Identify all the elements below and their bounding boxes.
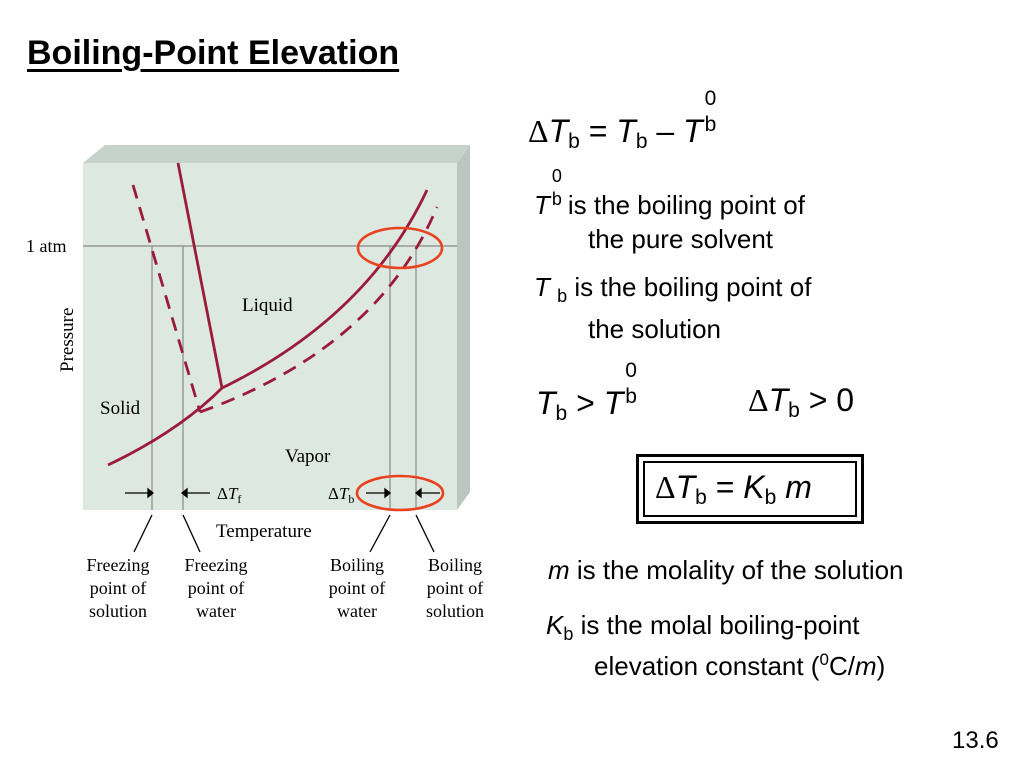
svg-text:point of: point of [426, 578, 484, 598]
svg-text:point of: point of [328, 578, 386, 598]
tb0-description-line2: the pure solvent [588, 224, 774, 254]
svg-text:Boiling: Boiling [329, 555, 385, 575]
svg-text:Boiling: Boiling [427, 555, 483, 575]
svg-text:solution: solution [425, 601, 485, 621]
m-description: m is the molality of the solution [548, 555, 904, 585]
boxed-equation [636, 454, 864, 524]
bottom-label-bp-solution [426, 555, 484, 621]
inequality-tb-greater: Tb > T 0 b [536, 359, 637, 425]
equation-delta-tb-definition: ΔTb = Tb – T 0 b [528, 87, 717, 153]
pressure-axis-label: Pressure [57, 307, 78, 372]
panel-side-face [457, 145, 470, 510]
panel-top-face [83, 145, 470, 163]
bottom-label-bp-water [329, 555, 386, 621]
vapor-label: Vapor [285, 446, 331, 467]
svg-text:Freezing: Freezing [184, 555, 248, 575]
svg-text:water: water [337, 601, 377, 621]
tb0-description: T 0 b is the boiling point of [534, 166, 805, 220]
equation-kb-m: ΔTb = Kb m [655, 469, 812, 509]
svg-text:Freezing: Freezing [86, 555, 150, 575]
delta-tb-label: $\Delta T_b$ [328, 484, 355, 506]
tb-description: T $_b$ is the boiling point of [534, 272, 812, 306]
svg-text:point of: point of [187, 578, 245, 598]
kb-description-line2: elevation constant ($^0$C/m) [594, 650, 886, 681]
svg-text:solution: solution [88, 601, 148, 621]
svg-text:water: water [196, 601, 236, 621]
bottom-label-fp-water [185, 555, 248, 621]
phase-diagram [0, 0, 520, 640]
slide-title: Boiling-Point Elevation [27, 34, 400, 72]
kb-description: $K_b$ is the molal boiling-point [546, 610, 860, 644]
delta-tf-label: $\Delta T_f$ [217, 484, 242, 506]
page-number: 13.6 [952, 727, 999, 754]
solid-label: Solid [100, 398, 141, 419]
bottom-label-fp-solution [87, 555, 150, 621]
one-atm-label: 1 atm [26, 236, 67, 256]
inequality-delta-tb-positive: ΔTb > 0 [748, 382, 855, 422]
panel-front-face [83, 163, 457, 510]
temperature-axis-label: Temperature [216, 521, 312, 542]
liquid-label: Liquid [242, 295, 293, 316]
svg-text:point of: point of [89, 578, 147, 598]
tb-description-line2: the solution [588, 314, 721, 344]
